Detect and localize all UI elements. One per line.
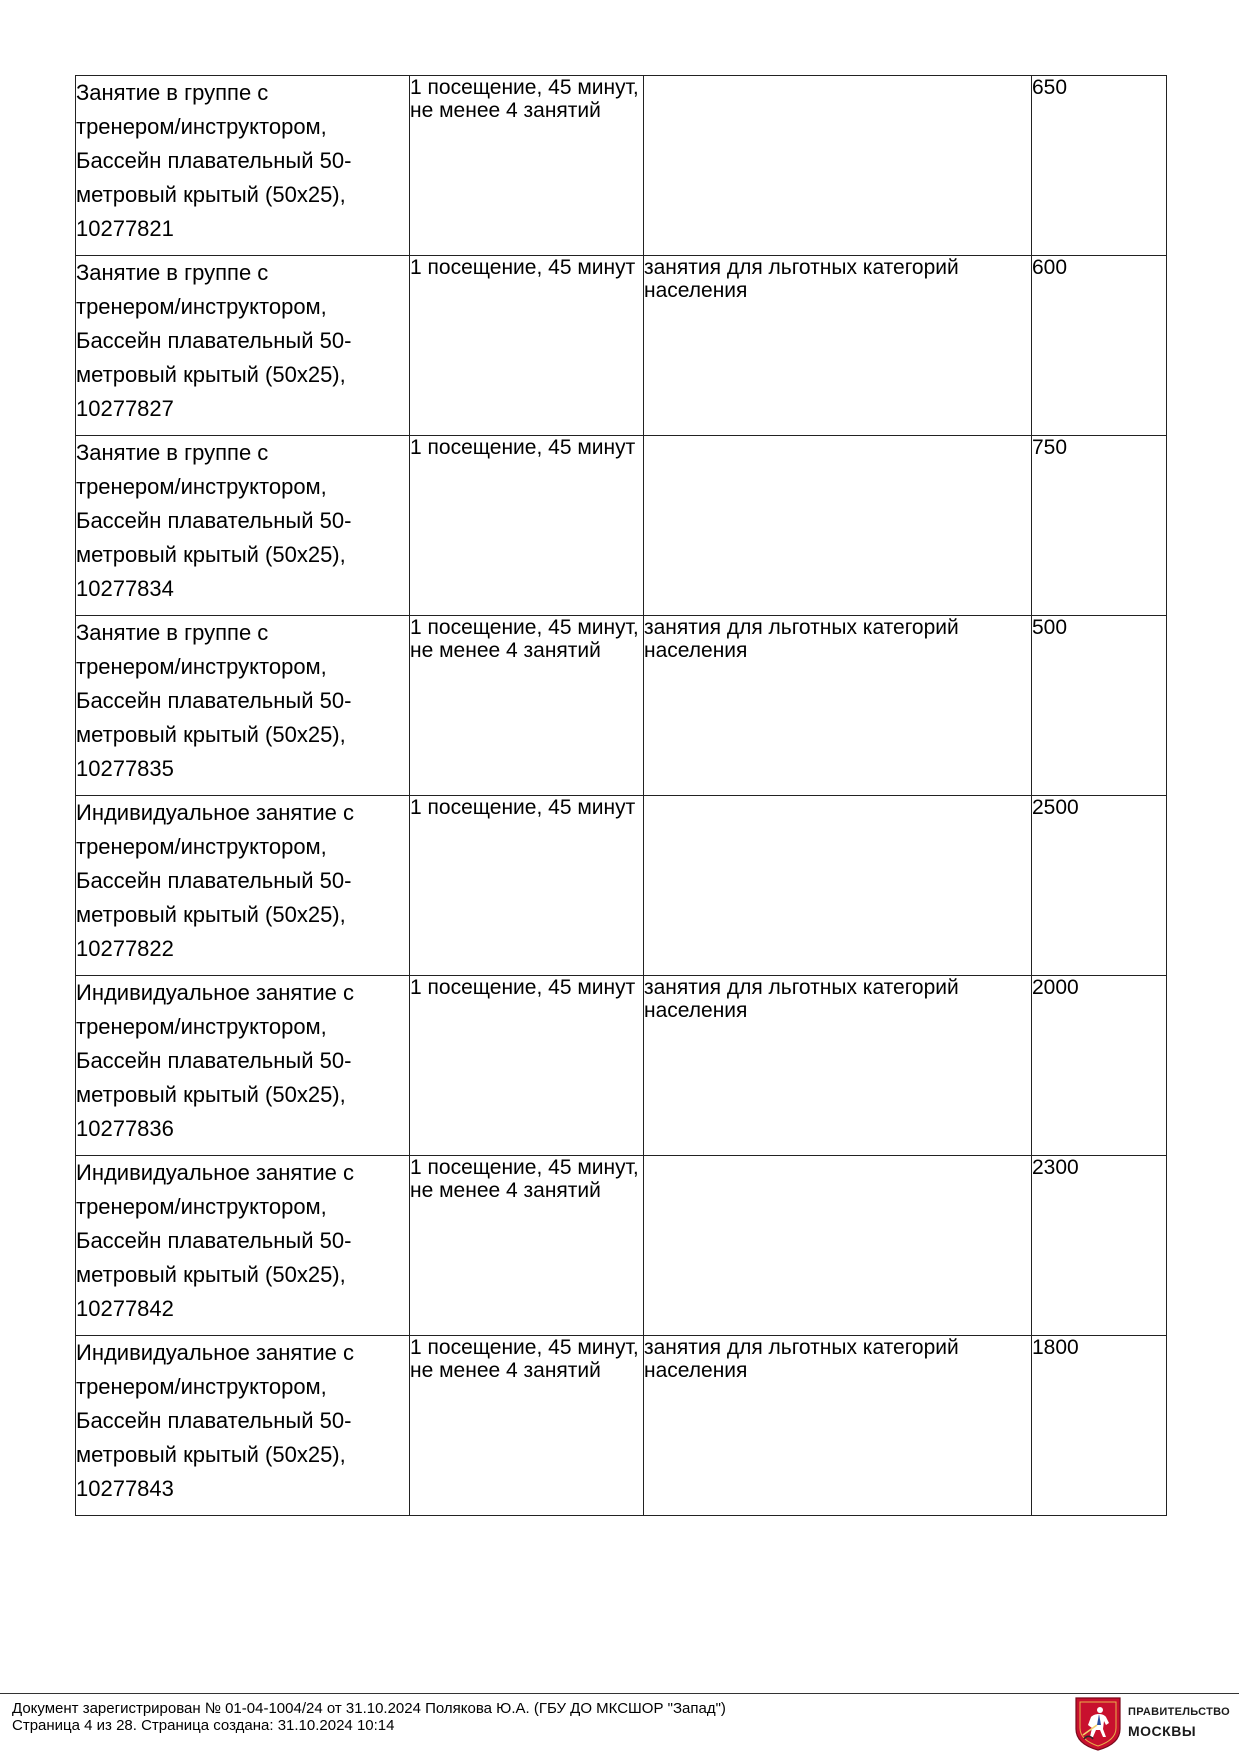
category-note-cell (644, 76, 1032, 256)
service-name-line: Бассейн плавательный 50- (76, 1408, 352, 1433)
service-name-line: метровый крытый (50х25), (76, 1082, 346, 1107)
service-name-line: метровый крытый (50х25), (76, 722, 346, 747)
service-name-line: метровый крытый (50х25), (76, 1442, 346, 1467)
service-name-cell (76, 976, 410, 1156)
service-name-line: 10277827 (76, 396, 174, 421)
service-name-line: Бассейн плавательный 50- (76, 508, 352, 533)
service-name-line: 10277821 (76, 216, 174, 241)
service-name-line: тренером/инструктором, (76, 1014, 327, 1039)
visit-terms-cell: 1 посещение, 45 минут, не менее 4 занятий (410, 1156, 644, 1336)
service-name-line: тренером/инструктором, (76, 474, 327, 499)
service-name-line: Занятие в группе с (76, 80, 269, 105)
category-note-cell: занятия для льготных категорий населения (644, 256, 1032, 436)
price-table (75, 75, 1167, 1516)
category-note-cell (644, 436, 1032, 616)
table-row (76, 616, 1167, 796)
service-name-line: тренером/инструктором, (76, 1194, 327, 1219)
category-note-cell: занятия для льготных категорий населения (644, 976, 1032, 1156)
service-name-line: 10277842 (76, 1296, 174, 1321)
service-name-line: Бассейн плавательный 50- (76, 868, 352, 893)
service-name-line: метровый крытый (50х25), (76, 902, 346, 927)
service-name-line: 10277834 (76, 576, 174, 601)
service-name-line: Индивидуальное занятие с (76, 1160, 355, 1185)
service-name-line: тренером/инструктором, (76, 294, 327, 319)
government-caption-line2: МОСКВЫ (1128, 1723, 1197, 1739)
service-name-line: 10277843 (76, 1476, 174, 1501)
service-name-line: 10277835 (76, 756, 174, 781)
category-note-cell: занятия для льготных категорий населения (644, 1336, 1032, 1516)
service-name-line: Индивидуальное занятие с (76, 980, 355, 1005)
page-info-line: Страница 4 из 28. Страница создана: 31.10.2024 10:14 (12, 1717, 395, 1734)
service-name-cell (76, 796, 410, 976)
visit-terms-cell: 1 посещение, 45 минут (410, 436, 644, 616)
service-name-line: метровый крытый (50х25), (76, 362, 346, 387)
service-name-line: 10277822 (76, 936, 174, 961)
category-note-cell: занятия для льготных категорий населения (644, 616, 1032, 796)
price-cell: 1800 (1032, 1336, 1167, 1516)
service-name-line: Индивидуальное занятие с (76, 800, 355, 825)
service-name-line: Бассейн плавательный 50- (76, 148, 352, 173)
table-row (76, 256, 1167, 436)
price-cell: 600 (1032, 256, 1167, 436)
service-name-line: метровый крытый (50х25), (76, 182, 346, 207)
price-cell: 2300 (1032, 1156, 1167, 1336)
price-cell: 2500 (1032, 796, 1167, 976)
service-name-line: метровый крытый (50х25), (76, 1262, 346, 1287)
service-name-line: Занятие в группе с (76, 260, 269, 285)
table-row (76, 436, 1167, 616)
service-name-line: тренером/инструктором, (76, 114, 327, 139)
service-name-line: Бассейн плавательный 50- (76, 1228, 352, 1253)
service-name-line: Индивидуальное занятие с (76, 1340, 355, 1365)
service-name-line: Бассейн плавательный 50- (76, 328, 352, 353)
table-row (76, 976, 1167, 1156)
service-name-line: метровый крытый (50х25), (76, 542, 346, 567)
government-caption (1128, 1706, 1230, 1740)
price-table-body (76, 76, 1167, 1516)
category-note-cell (644, 1156, 1032, 1336)
category-note-cell (644, 796, 1032, 976)
service-name-line: Бассейн плавательный 50- (76, 1048, 352, 1073)
table-row (76, 1156, 1167, 1336)
visit-terms-cell: 1 посещение, 45 минут, не менее 4 занятий (410, 1336, 644, 1516)
table-row (76, 1336, 1167, 1516)
visit-terms-cell: 1 посещение, 45 минут, не менее 4 занятий (410, 76, 644, 256)
table-row (76, 796, 1167, 976)
footer-divider (0, 1693, 1239, 1694)
visit-terms-cell: 1 посещение, 45 минут, не менее 4 занятий (410, 616, 644, 796)
registration-stamp (12, 1700, 726, 1734)
service-name-line: 10277836 (76, 1116, 174, 1141)
service-name-line: Бассейн плавательный 50- (76, 688, 352, 713)
service-name-cell (76, 1156, 410, 1336)
visit-terms-cell: 1 посещение, 45 минут (410, 256, 644, 436)
price-cell: 650 (1032, 76, 1167, 256)
service-name-cell (76, 436, 410, 616)
moscow-coat-of-arms-icon (1073, 1695, 1123, 1751)
service-name-line: тренером/инструктором, (76, 834, 327, 859)
service-name-line: Занятие в группе с (76, 620, 269, 645)
service-name-line: тренером/инструктором, (76, 1374, 327, 1399)
price-cell: 750 (1032, 436, 1167, 616)
government-caption-line1: ПРАВИТЕЛЬСТВО (1128, 1706, 1230, 1718)
service-name-line: тренером/инструктором, (76, 654, 327, 679)
service-name-cell (76, 1336, 410, 1516)
table-row (76, 76, 1167, 256)
service-name-cell (76, 256, 410, 436)
visit-terms-cell: 1 посещение, 45 минут (410, 976, 644, 1156)
service-name-cell (76, 76, 410, 256)
visit-terms-cell: 1 посещение, 45 минут (410, 796, 644, 976)
registration-line: Документ зарегистрирован № 01-04-1004/24 от 31.10.2024 Полякова Ю.А. (ГБУ ДО МКСШОР "Запад") (12, 1700, 726, 1717)
price-cell: 500 (1032, 616, 1167, 796)
service-name-cell (76, 616, 410, 796)
price-cell: 2000 (1032, 976, 1167, 1156)
service-name-line: Занятие в группе с (76, 440, 269, 465)
